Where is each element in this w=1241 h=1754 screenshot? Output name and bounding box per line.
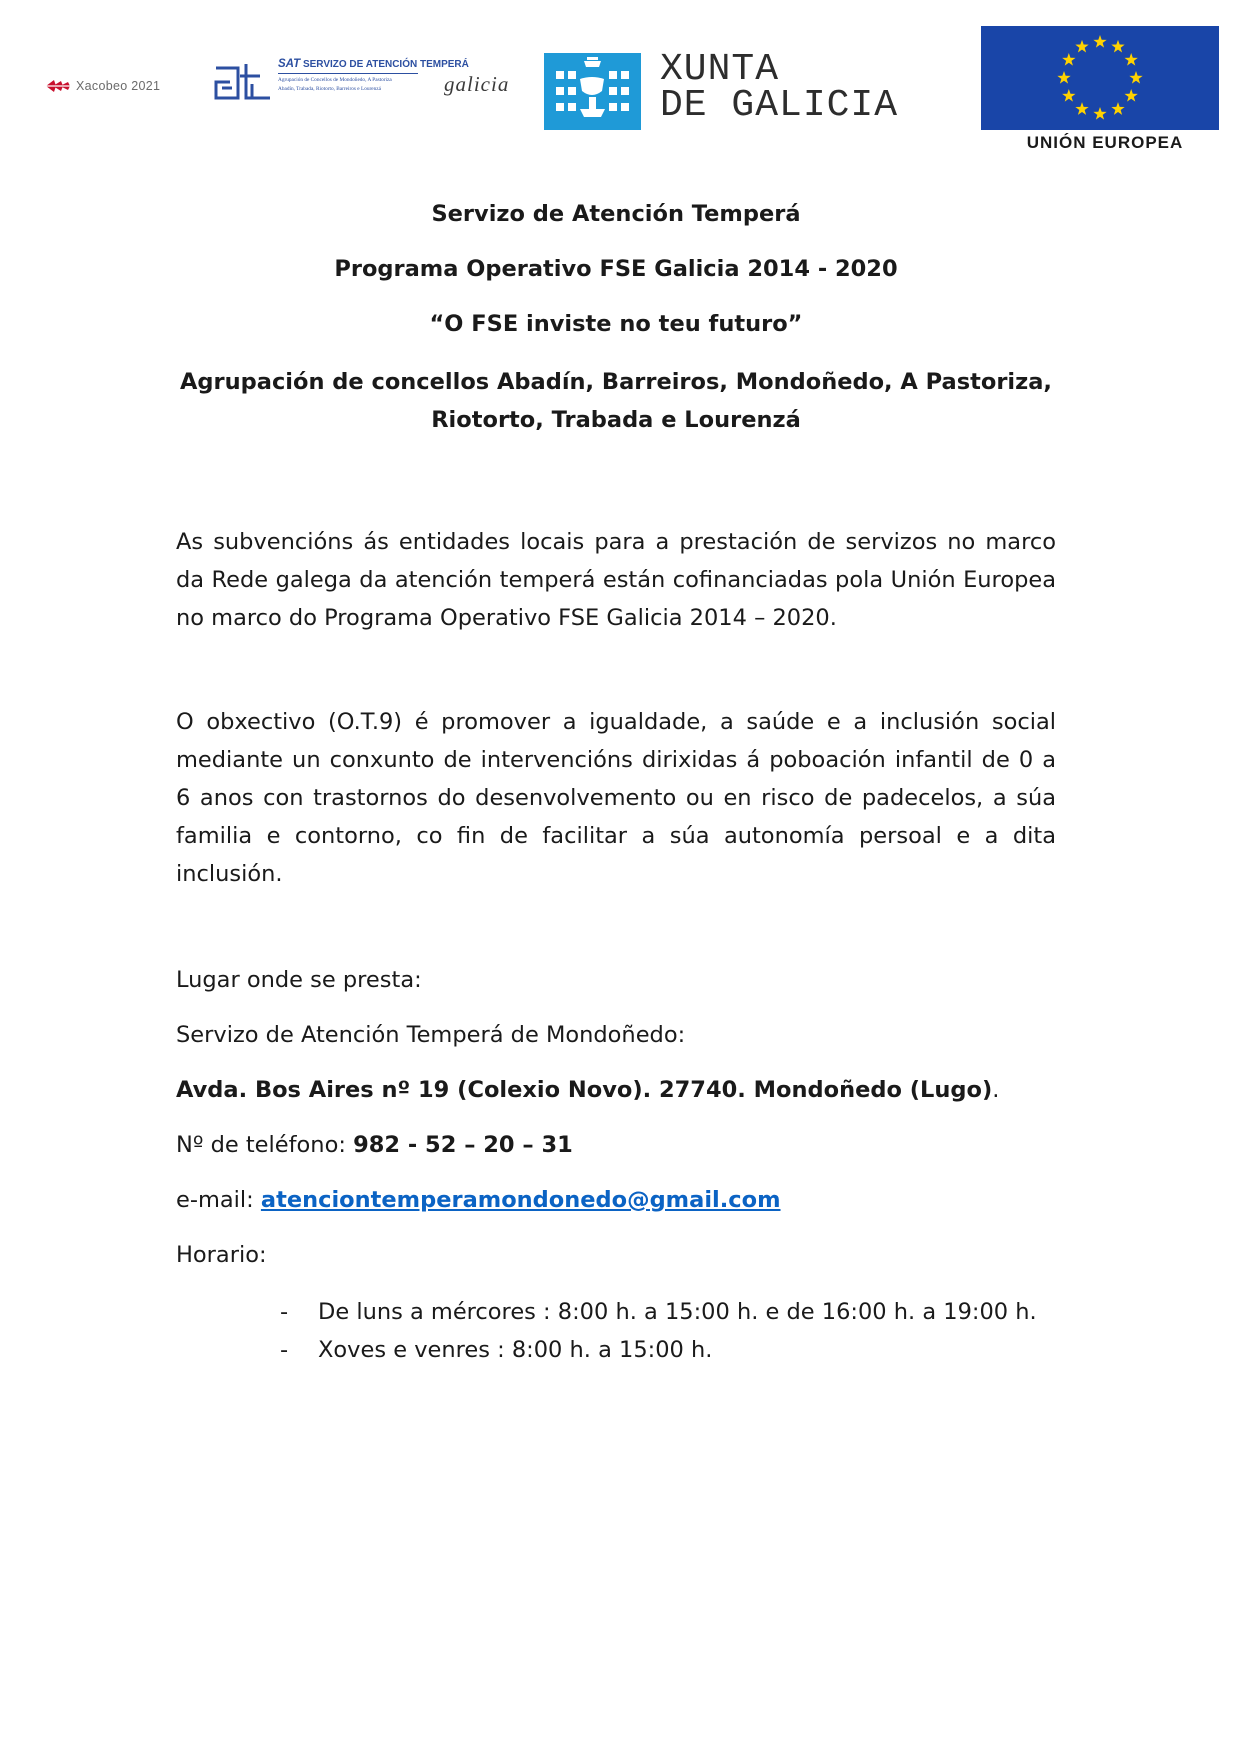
contact-info (176, 966, 1056, 1296)
objective-paragraph: O obxectivo (O.T.9) é promover a igualdade, a saúde e a inclusión social mediante un conxunto de intervencións dirixidas á poboación infantil de 0 a 6 anos con trastornos do desenvolvemento ou en risco de padecelos, a súa familia e contorno, co fin de facilitar a súa autonomía persoal e a dita inclusión. (176, 709, 1056, 887)
list-bullet: - (280, 1299, 289, 1325)
phone-number: 982 - 52 – 20 – 31 (353, 1132, 573, 1158)
phone-label: Nº de teléfono: (176, 1132, 354, 1158)
schedule-list (176, 1298, 1096, 1374)
eu-star-icon (1075, 40, 1088, 53)
eu-star-icon (1125, 89, 1138, 102)
slogan: “O FSE inviste no teu futuro” (429, 311, 803, 337)
eu-stars-icon (981, 26, 1219, 130)
phone-line (176, 1131, 1056, 1186)
address-text: Avda. Bos Aires nº 19 (Colexio Novo). 27740. Mondoñedo (Lugo) (176, 1077, 993, 1103)
list-bullet: - (280, 1337, 289, 1363)
eu-label: UNIÓN EUROPEA (1026, 133, 1184, 152)
xacobeo-logo (44, 76, 160, 96)
service-place: Servizo de Atención Temperá de Mondoñedo: (176, 1022, 686, 1048)
xacobeo-label: Xacobeo 2021 (76, 79, 161, 93)
list-item (176, 1298, 1096, 1336)
municipalities-line-1: Agrupación de concellos Abadín, Barreiros, Mondoñedo, A Pastoriza, (180, 369, 1052, 395)
eu-star-icon (1075, 102, 1088, 115)
programme-title: Programa Operativo FSE Galicia 2014 - 2020 (334, 256, 898, 282)
list-item (176, 1336, 1096, 1374)
schedule-item: De luns a mércores : 8:00 h. a 15:00 h. e de 16:00 h. a 19:00 h. (318, 1299, 1037, 1325)
eu-star-icon (1129, 71, 1142, 84)
eu-star-icon (1125, 53, 1138, 66)
email-line (176, 1186, 1056, 1241)
eu-star-icon (1111, 102, 1124, 115)
municipalities-line-2: Riotorto, Trabada e Lourenzá (431, 407, 801, 433)
sat-subtitle: Agrupación de Concellos de Mondoñedo, A Pastoriza Abadín, Trabada, Riotorto, Barreiros e Lourenzá (278, 77, 392, 92)
eu-star-icon (1062, 53, 1075, 66)
sat-logo (212, 56, 469, 108)
xacobeo-shell-icon (44, 78, 74, 94)
place-label: Lugar onde se presta: (176, 967, 422, 993)
schedule-label: Horario: (176, 1242, 267, 1268)
galicia-wordmark: galicia (444, 72, 510, 96)
address: Avda. Bos Aires nº 19 (Colexio Novo). 27740. Mondoñedo (Lugo). (176, 1077, 1000, 1103)
sat-title: SAT SERVIZO DE ATENCIÓN TEMPERÁ (278, 58, 469, 70)
eu-star-icon (1057, 71, 1070, 84)
xunta-shield-logo (544, 53, 641, 130)
document-body (176, 200, 1056, 1363)
logo-strip (0, 0, 1241, 170)
eu-star-icon (1062, 89, 1075, 102)
xunta-wordmark: XUNTA DE GALICIA (660, 48, 899, 127)
schedule-item: Xoves e venres : 8:00 h. a 15:00 h. (318, 1337, 713, 1363)
eu-star-icon (1111, 40, 1124, 53)
service-title: Servizo de Atención Temperá (431, 201, 801, 227)
document-header (176, 200, 1056, 439)
sat-monogram-icon (212, 58, 274, 106)
eu-flag-logo (981, 26, 1219, 130)
eu-star-icon (1093, 107, 1106, 120)
municipalities-group (176, 363, 1056, 439)
email-label: e-mail: (176, 1187, 261, 1213)
eu-star-icon (1093, 35, 1106, 48)
sat-divider (278, 73, 418, 74)
funding-paragraph: As subvencións ás entidades locais para a prestación de servizos no marco da Rede galega da atención temperá están cofinanciadas pola Unión Europea no marco do Programa Operativo FSE Galicia 2014 – 2020. (176, 529, 1056, 631)
email-link[interactable]: atenciontemperamondonedo@gmail.com (260, 1187, 781, 1213)
xunta-coat-of-arms-icon (544, 53, 641, 130)
